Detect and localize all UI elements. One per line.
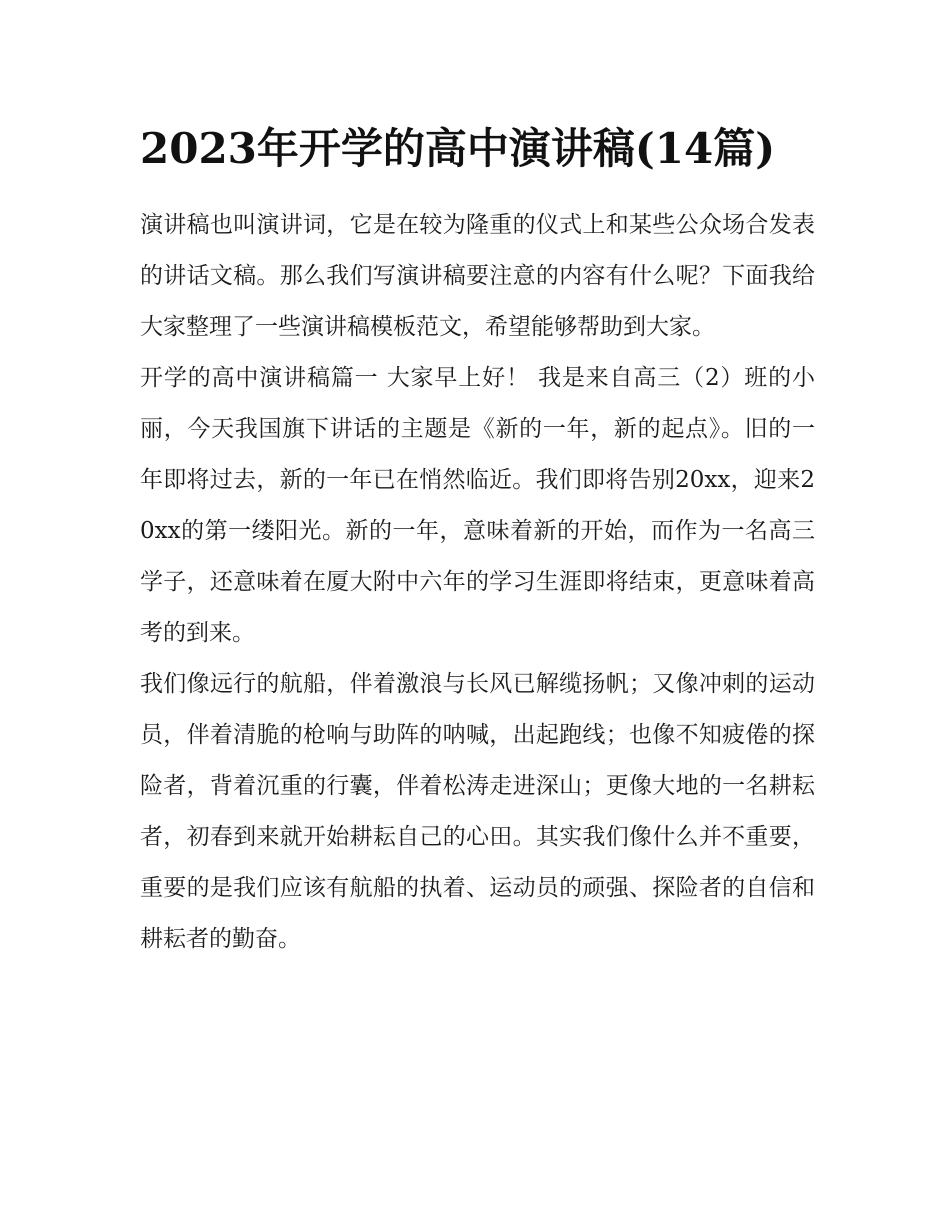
document-page [140, 116, 815, 965]
speech-paragraph-1: 开学的高中演讲稿篇一 大家早上好！ 我是来自高三（2）班的小丽，今天我国旗下讲话的主题是《新的一年，新的起点》。旧的一年即将过去，新的一年已在悄然临近。我们即将告别20xx，迎来20xx的第一缕阳光。新的一年，意味着新的开始，而作为一名高三学子，还意味着在厦大附中六年的学习生涯即将结束，更意味着高考的到来。 [140, 365, 815, 646]
intro-paragraph: 演讲稿也叫演讲词，它是在较为隆重的仪式上和某些公众场合发表的讲话文稿。那么我们写演讲稿要注意的内容有什么呢？下面我给大家整理了一些演讲稿模板范文，希望能够帮助到大家。 [140, 212, 815, 340]
speech-paragraph-2: 我们像远行的航船，伴着激浪与长风已解缆扬帆；又像冲刺的运动员，伴着清脆的枪响与助阵的呐喊，出起跑线；也像不知疲倦的探险者，背着沉重的行囊，伴着松涛走进深山；更像大地的一名耕耘者，初春到来就开始耕耘自己的心田。其实我们像什么并不重要，重要的是我们应该有航船的执着、运动员的顽强、探险者的自信和耕耘者的勤奋。 [140, 671, 815, 952]
document-title: 2023年开学的高中演讲稿(14篇) [140, 124, 776, 173]
